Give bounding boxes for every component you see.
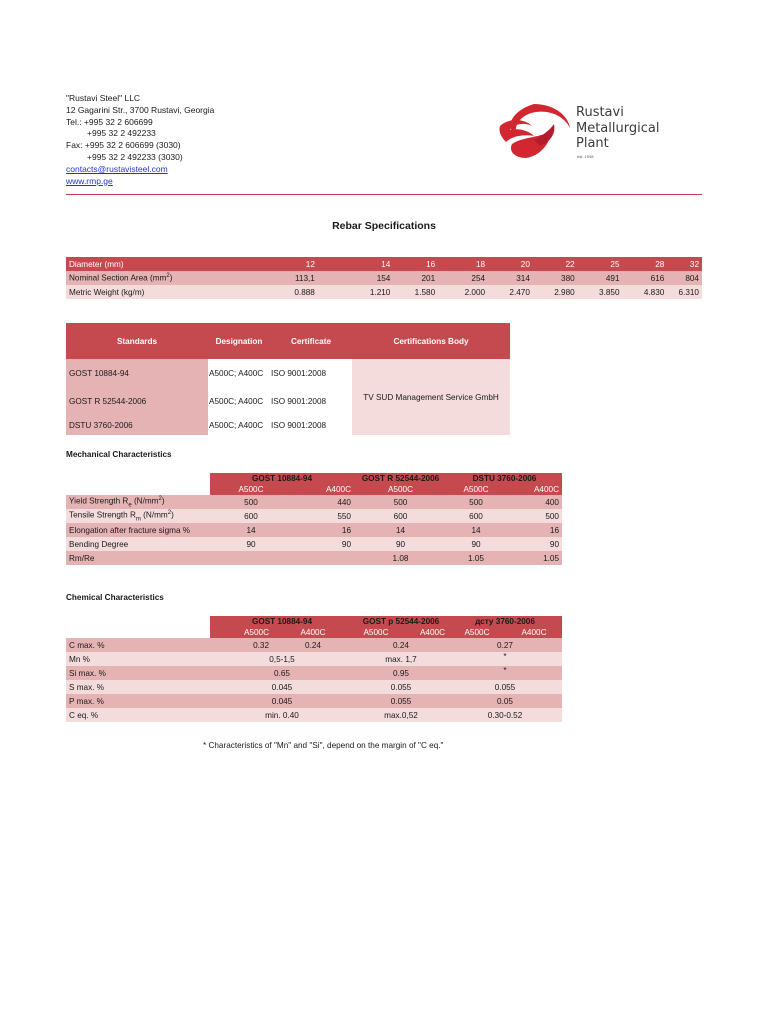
website-link[interactable]: www.rmp.ge bbox=[66, 175, 113, 186]
grade-header: A400C bbox=[506, 627, 562, 638]
table-cell: 0.05 bbox=[448, 694, 562, 708]
table-row bbox=[66, 509, 562, 523]
table-cell bbox=[210, 551, 292, 565]
table-cell: 16 bbox=[292, 523, 354, 537]
flame-logo-icon bbox=[494, 100, 574, 162]
grade-header: A400C bbox=[292, 484, 354, 495]
grade-header: A400C bbox=[505, 484, 562, 495]
table-cell: 14 bbox=[354, 523, 447, 537]
row-label-sup: 2 bbox=[167, 509, 172, 516]
row-label-tail: (N/mm bbox=[131, 496, 159, 506]
mechanical-table bbox=[66, 473, 562, 565]
row-label-text: Tensile Strength R bbox=[69, 510, 136, 520]
table-row bbox=[66, 638, 562, 652]
mechanical-heading: Mechanical Characteristics bbox=[66, 450, 172, 459]
standards-table bbox=[66, 323, 510, 435]
table-cell: 616 bbox=[623, 271, 668, 285]
group-header: GOST 10884-94 bbox=[210, 473, 354, 484]
table-row bbox=[66, 537, 562, 551]
diameter-value: 12 bbox=[232, 257, 318, 271]
grade-header: A500C bbox=[210, 627, 272, 638]
row-label bbox=[66, 271, 232, 285]
grade-header-row bbox=[66, 627, 562, 638]
row-label: Rm/Re bbox=[66, 551, 210, 565]
table-cell: 380 bbox=[533, 271, 578, 285]
table-cell: 4.830 bbox=[623, 285, 668, 299]
column-header: Certifications Body bbox=[352, 323, 510, 359]
diameter-value: 18 bbox=[438, 257, 488, 271]
diameter-value: 16 bbox=[393, 257, 438, 271]
row-label: Mn % bbox=[66, 652, 210, 666]
table-cell: 0.055 bbox=[448, 680, 562, 694]
table-cell: 14 bbox=[210, 523, 292, 537]
table-row bbox=[66, 652, 562, 666]
table-cell: 0.045 bbox=[210, 680, 354, 694]
row-label-sup: 2 bbox=[158, 495, 162, 502]
grade-header: A500C bbox=[354, 484, 447, 495]
row-label: C eq. % bbox=[66, 708, 210, 722]
grade-header: A500C bbox=[354, 627, 398, 638]
table-cell: 440 bbox=[292, 495, 354, 509]
table-cell: 0.27 bbox=[448, 638, 562, 652]
table-cell: min. 0.40 bbox=[210, 708, 354, 722]
designation: A500C; A400C bbox=[208, 415, 270, 435]
table-cell: 1.08 bbox=[354, 551, 447, 565]
blank-cell bbox=[66, 473, 210, 484]
certificate: ISO 9001:2008 bbox=[270, 359, 352, 387]
table-cell: 600 bbox=[447, 509, 505, 523]
group-header: GOST R 52544-2006 bbox=[354, 473, 447, 484]
table-cell: 2.980 bbox=[533, 285, 578, 299]
diameter-value: 20 bbox=[488, 257, 533, 271]
group-header: дсту 3760-2006 bbox=[448, 616, 562, 627]
table-cell: 90 bbox=[505, 537, 562, 551]
blank-cell bbox=[66, 616, 210, 627]
standard-name: GOST 10884-94 bbox=[66, 359, 208, 387]
table-cell: 254 bbox=[438, 271, 488, 285]
table-cell: 201 bbox=[393, 271, 438, 285]
company-tel-2: +995 32 2 492233 bbox=[87, 128, 156, 139]
table-row bbox=[66, 708, 562, 722]
table-cell: 491 bbox=[578, 271, 623, 285]
table-row bbox=[66, 495, 562, 509]
table-cell: * bbox=[448, 652, 562, 666]
grade-header: A400C bbox=[398, 627, 448, 638]
table-row bbox=[66, 285, 702, 299]
certification-body: TV SUD Management Service GmbH bbox=[352, 359, 510, 435]
table-cell: max.0,52 bbox=[354, 708, 448, 722]
rebar-header-row bbox=[66, 257, 702, 271]
diameter-value: 22 bbox=[533, 257, 578, 271]
company-tel: Tel.: +995 32 2 606699 bbox=[66, 116, 153, 127]
table-cell: 1.580 bbox=[393, 285, 438, 299]
table-cell: 154 bbox=[318, 271, 393, 285]
logo-wordmark bbox=[576, 105, 659, 152]
company-name: "Rustavi Steel" LLC bbox=[66, 93, 141, 103]
certificate: ISO 9001:2008 bbox=[270, 387, 352, 415]
table-cell: 2.000 bbox=[438, 285, 488, 299]
blank-cell bbox=[66, 484, 210, 495]
table-cell: 500 bbox=[210, 495, 292, 509]
certificate: ISO 9001:2008 bbox=[270, 415, 352, 435]
table-cell: 500 bbox=[505, 509, 562, 523]
table-cell: 90 bbox=[292, 537, 354, 551]
table-row bbox=[66, 271, 702, 285]
group-header: GOST 10884-94 bbox=[210, 616, 354, 627]
table-row bbox=[66, 359, 510, 387]
table-cell: 1.05 bbox=[505, 551, 562, 565]
table-cell: 550 bbox=[292, 509, 354, 523]
designation: A500C; A400C bbox=[208, 359, 270, 387]
table-cell: 16 bbox=[505, 523, 562, 537]
table-cell: 0.65 bbox=[210, 666, 354, 680]
table-cell: 6.310 bbox=[667, 285, 702, 299]
column-header: Certificate bbox=[270, 323, 352, 359]
table-cell: 0.32 bbox=[210, 638, 272, 652]
company-logo bbox=[494, 100, 694, 162]
group-header-row bbox=[66, 473, 562, 484]
table-row bbox=[66, 551, 562, 565]
column-header: Standards bbox=[66, 323, 208, 359]
table-row bbox=[66, 523, 562, 537]
designation: A500C; A400C bbox=[208, 387, 270, 415]
diameter-value: 32 bbox=[667, 257, 702, 271]
row-label-tail: (N/mm bbox=[140, 510, 168, 520]
grade-header: A400C bbox=[272, 627, 354, 638]
table-cell: 0.055 bbox=[354, 694, 448, 708]
table-cell: 113,1 bbox=[232, 271, 318, 285]
diameter-value: 25 bbox=[578, 257, 623, 271]
table-cell: max. 1,7 bbox=[354, 652, 448, 666]
table-cell bbox=[292, 551, 354, 565]
row-label-text: Yield Strength R bbox=[69, 496, 129, 506]
table-cell: 14 bbox=[447, 523, 505, 537]
table-cell: 500 bbox=[447, 495, 505, 509]
table-cell: 1.05 bbox=[447, 551, 505, 565]
row-label: Metric Weight (kg/m) bbox=[66, 285, 232, 299]
row-label: Bending Degree bbox=[66, 537, 210, 551]
logo-line-3: Plant bbox=[576, 136, 609, 151]
row-label-end: ) bbox=[169, 273, 173, 283]
group-header-row bbox=[66, 616, 562, 627]
table-cell: 1.210 bbox=[318, 285, 393, 299]
chemical-heading: Chemical Characteristics bbox=[66, 593, 164, 602]
table-row bbox=[66, 666, 562, 680]
table-row bbox=[66, 694, 562, 708]
row-label: Si max. % bbox=[66, 666, 210, 680]
header-divider bbox=[66, 194, 702, 195]
logo-line-2: Metallurgical bbox=[576, 120, 660, 136]
table-row bbox=[66, 680, 562, 694]
table-cell: 0.24 bbox=[272, 638, 354, 652]
table-cell: 90 bbox=[447, 537, 505, 551]
rebar-table bbox=[66, 257, 702, 299]
table-cell: 600 bbox=[354, 509, 447, 523]
row-label: Elongation after fracture sigma % bbox=[66, 523, 210, 537]
row-label bbox=[66, 495, 210, 509]
table-cell: 314 bbox=[488, 271, 533, 285]
diameter-value: 14 bbox=[318, 257, 393, 271]
row-label-end: ) bbox=[161, 496, 165, 506]
chemical-table bbox=[66, 616, 562, 722]
table-cell: 600 bbox=[210, 509, 292, 523]
table-cell: 3.850 bbox=[578, 285, 623, 299]
row-label-sub: m bbox=[135, 516, 141, 523]
table-cell: 0.24 bbox=[354, 638, 448, 652]
standard-name: DSTU 3760-2006 bbox=[66, 415, 208, 435]
row-label: P max. % bbox=[66, 694, 210, 708]
group-header: DSTU 3760-2006 bbox=[447, 473, 562, 484]
diameter-value: 28 bbox=[623, 257, 668, 271]
table-cell: 2.470 bbox=[488, 285, 533, 299]
table-cell: 0.95 bbox=[354, 666, 448, 680]
grade-header: A500C bbox=[210, 484, 292, 495]
row-label: S max. % bbox=[66, 680, 210, 694]
table-cell: * bbox=[448, 666, 562, 680]
table-cell: 90 bbox=[354, 537, 447, 551]
logo-line-1: Rustavi bbox=[576, 105, 624, 120]
blank-cell bbox=[66, 627, 210, 638]
standard-name: GOST R 52544-2006 bbox=[66, 387, 208, 415]
company-fax-2: +995 32 2 492233 (3030) bbox=[87, 151, 183, 162]
table-cell: 0.30-0.52 bbox=[448, 708, 562, 722]
group-header: GOST p 52544-2006 bbox=[354, 616, 448, 627]
table-cell: 0.045 bbox=[210, 694, 354, 708]
company-fax: Fax: +995 32 2 606699 (3030) bbox=[66, 140, 181, 151]
diameter-label: Diameter (mm) bbox=[66, 257, 232, 271]
row-label-sup: 2 bbox=[166, 273, 170, 280]
row-label-sub: e bbox=[128, 502, 132, 509]
row-label-text: Nominal Section Area (mm bbox=[69, 273, 167, 283]
grade-header: A500C bbox=[448, 627, 506, 638]
company-address: 12 Gagarini Str., 3700 Rustavi, Georgia bbox=[66, 104, 215, 115]
email-link[interactable]: contacts@rustavisteel.com bbox=[66, 163, 168, 174]
table-cell: 0.055 bbox=[354, 680, 448, 694]
grade-header-row bbox=[66, 484, 562, 495]
contact-block bbox=[66, 93, 214, 187]
footnote: * Characteristics of "Mn" and "Si", depend on the margin of "C eq." bbox=[203, 741, 444, 750]
row-label-end: ) bbox=[171, 510, 174, 520]
standards-header-row bbox=[66, 323, 510, 359]
table-cell: 0.888 bbox=[232, 285, 318, 299]
grade-header: A500C bbox=[447, 484, 505, 495]
table-cell: 500 bbox=[354, 495, 447, 509]
table-cell: 400 bbox=[505, 495, 562, 509]
table-cell: 804 bbox=[667, 271, 702, 285]
row-label bbox=[66, 509, 210, 523]
table-cell: 0,5-1,5 bbox=[210, 652, 354, 666]
table-cell: 90 bbox=[210, 537, 292, 551]
row-label: C max. % bbox=[66, 638, 210, 652]
page-title: Rebar Specifications bbox=[332, 220, 436, 232]
column-header: Designation bbox=[208, 323, 270, 359]
logo-est: est. 1948 bbox=[577, 154, 594, 159]
